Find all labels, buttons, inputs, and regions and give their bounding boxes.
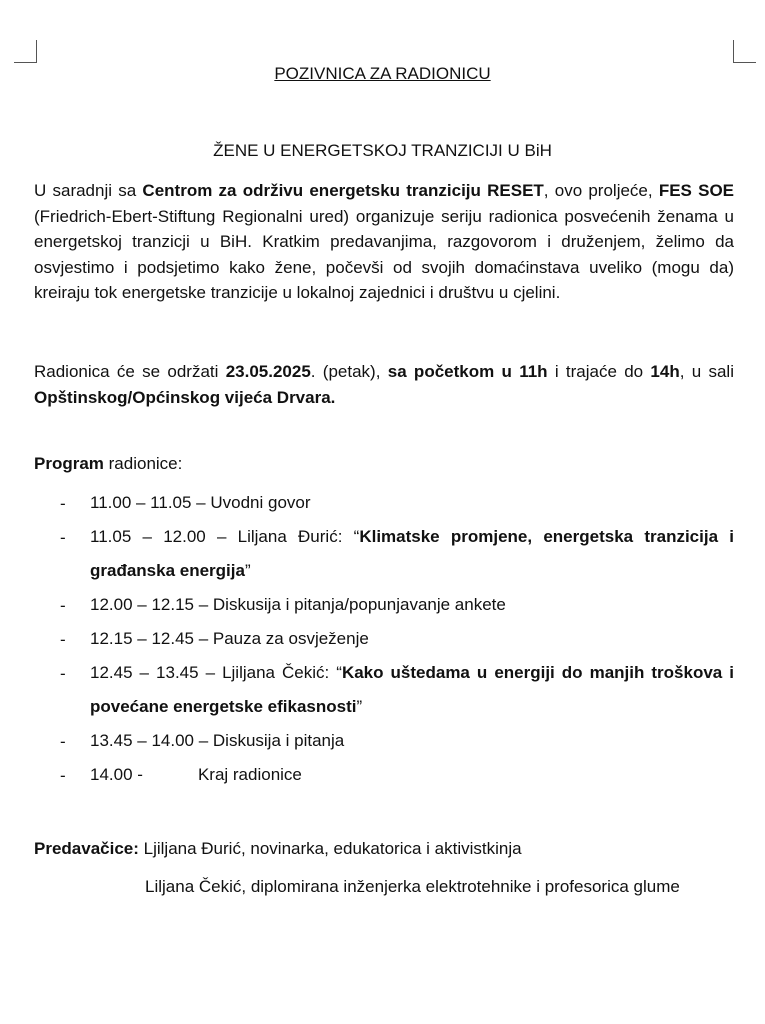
list-bullet: - [60, 766, 66, 785]
page-corner-mark-left [14, 40, 37, 63]
document-subtitle: ŽENE U ENERGETSKOJ TRANZICIJI U BiH [213, 141, 552, 160]
document-title: POZIVNICA ZA RADIONICU [274, 64, 491, 83]
list-bullet: - [60, 528, 66, 547]
program-item-text: 12.00 – 12.15 – Diskusija i pitanja/popunjavanje ankete [90, 595, 506, 614]
program-item-text: 11.00 – 11.05 – Uvodni govor [90, 493, 311, 512]
speakers-line: Predavačice: Ljiljana Đurić, novinarka, edukatorica i aktivistkinja [34, 839, 522, 858]
intro-paragraph: U saradnji sa Centrom za održivu energetsku tranziciju RESET, ovo proljeće, FES SOE (Friedrich-Ebert-Stiftung Regionalni ured) organizuje seriju radionica posvećenih ženama u energetskoj tranzicji u BiH. Kratkim predavanjima, razgovorom i druženjem, želimo da osvjestimo i podsjetimo kako žene, počevši od svojih domaćinstava uveliko (mogu da) kreiraju tok energetske tranzicije u lokalnoj zajednici i društvu u cjelini. [34, 181, 735, 302]
list-bullet: - [60, 664, 66, 683]
program-label: Program radionice: [34, 454, 183, 473]
program-item-text: 12.45 – 13.45 – Ljiljana Čekić: “Kako uštedama u energiji do manjih troškova i povećane energetske efikasnosti” [90, 663, 734, 716]
page-corner-mark-right [733, 40, 756, 63]
program-item-text: 14.00 - Kraj radionice [90, 765, 302, 784]
program-item-text: 12.15 – 12.45 – Pauza za osvježenje [90, 629, 369, 648]
program-item-text: 13.45 – 14.00 – Diskusija i pitanja [90, 731, 345, 750]
program-item-text: 11.05 – 12.00 – Liljana Đurić: “Klimatske promjene, energetska tranzicija i građanska energija” [90, 527, 734, 580]
list-bullet: - [60, 630, 66, 649]
list-bullet: - [60, 494, 66, 513]
list-bullet: - [60, 596, 66, 615]
list-bullet: - [60, 732, 66, 751]
date-paragraph: Radionica će se održati 23.05.2025. (petak), sa početkom u 11h i trajaće do 14h, u sali Opštinskog/Općinskog vijeća Drvara. [34, 362, 734, 407]
speakers-line-second: Liljana Čekić, diplomirana inženjerka elektrotehnike i profesorica glume [145, 877, 680, 896]
